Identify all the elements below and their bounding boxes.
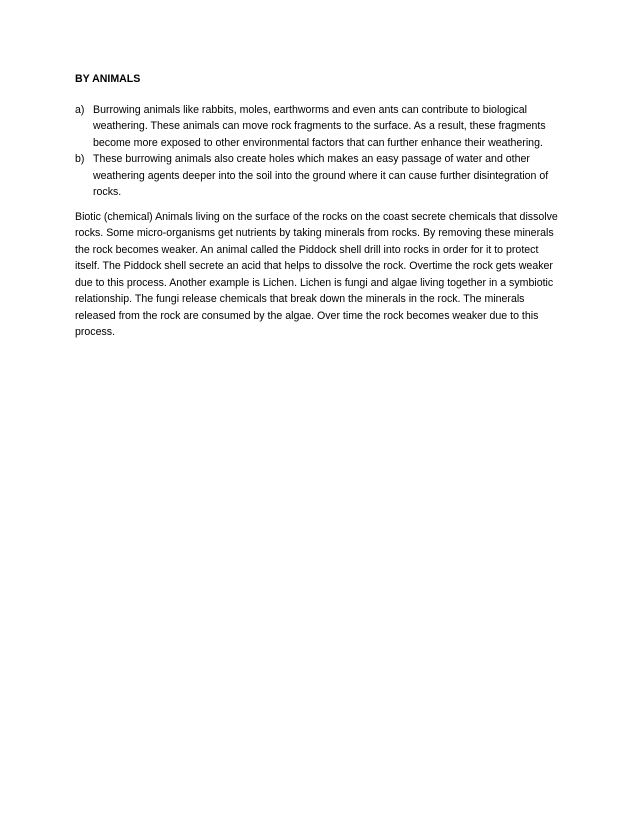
list-item — [75, 102, 565, 152]
list-item — [75, 151, 565, 201]
list-item-text: These burrowing animals also create holes which makes an easy passage of water and other weathering agents deeper into the soil into the ground where it can cause further disintegration of rocks. — [93, 153, 549, 198]
section-heading: BY ANIMALS — [75, 73, 141, 85]
list-marker: b) — [75, 153, 85, 165]
list-item-text: Burrowing animals like rabbits, moles, earthworms and even ants can contribute to biological weathering. These animals can move rock fragments to the surface. As a result, these fragments become more exposed to other environmental factors that can further enhance their weathering. — [93, 103, 546, 149]
document-body — [75, 71, 565, 341]
weathering-list — [75, 102, 565, 201]
list-marker: a) — [75, 103, 85, 116]
biotic-paragraph: Biotic (chemical) Animals living on the surface of the rocks on the coast secrete chemicals that dissolve rocks. Some micro-organisms get nutrients by taking minerals from rocks. By removing these minerals the rock becomes weaker. An animal called the Piddock shell drill into rocks in order for it to protect itself. The Piddock shell secrete an acid that helps to dissolve the rock. Overtime the rock gets weaker due to this process. Another example is Lichen. Lichen is fungi and algae living together in a symbiotic relationship. The fungi release chemicals that break down the minerals in the rock. The minerals released from the rock are consumed by the algae. Over time the rock becomes weaker due to this process. — [75, 210, 558, 338]
